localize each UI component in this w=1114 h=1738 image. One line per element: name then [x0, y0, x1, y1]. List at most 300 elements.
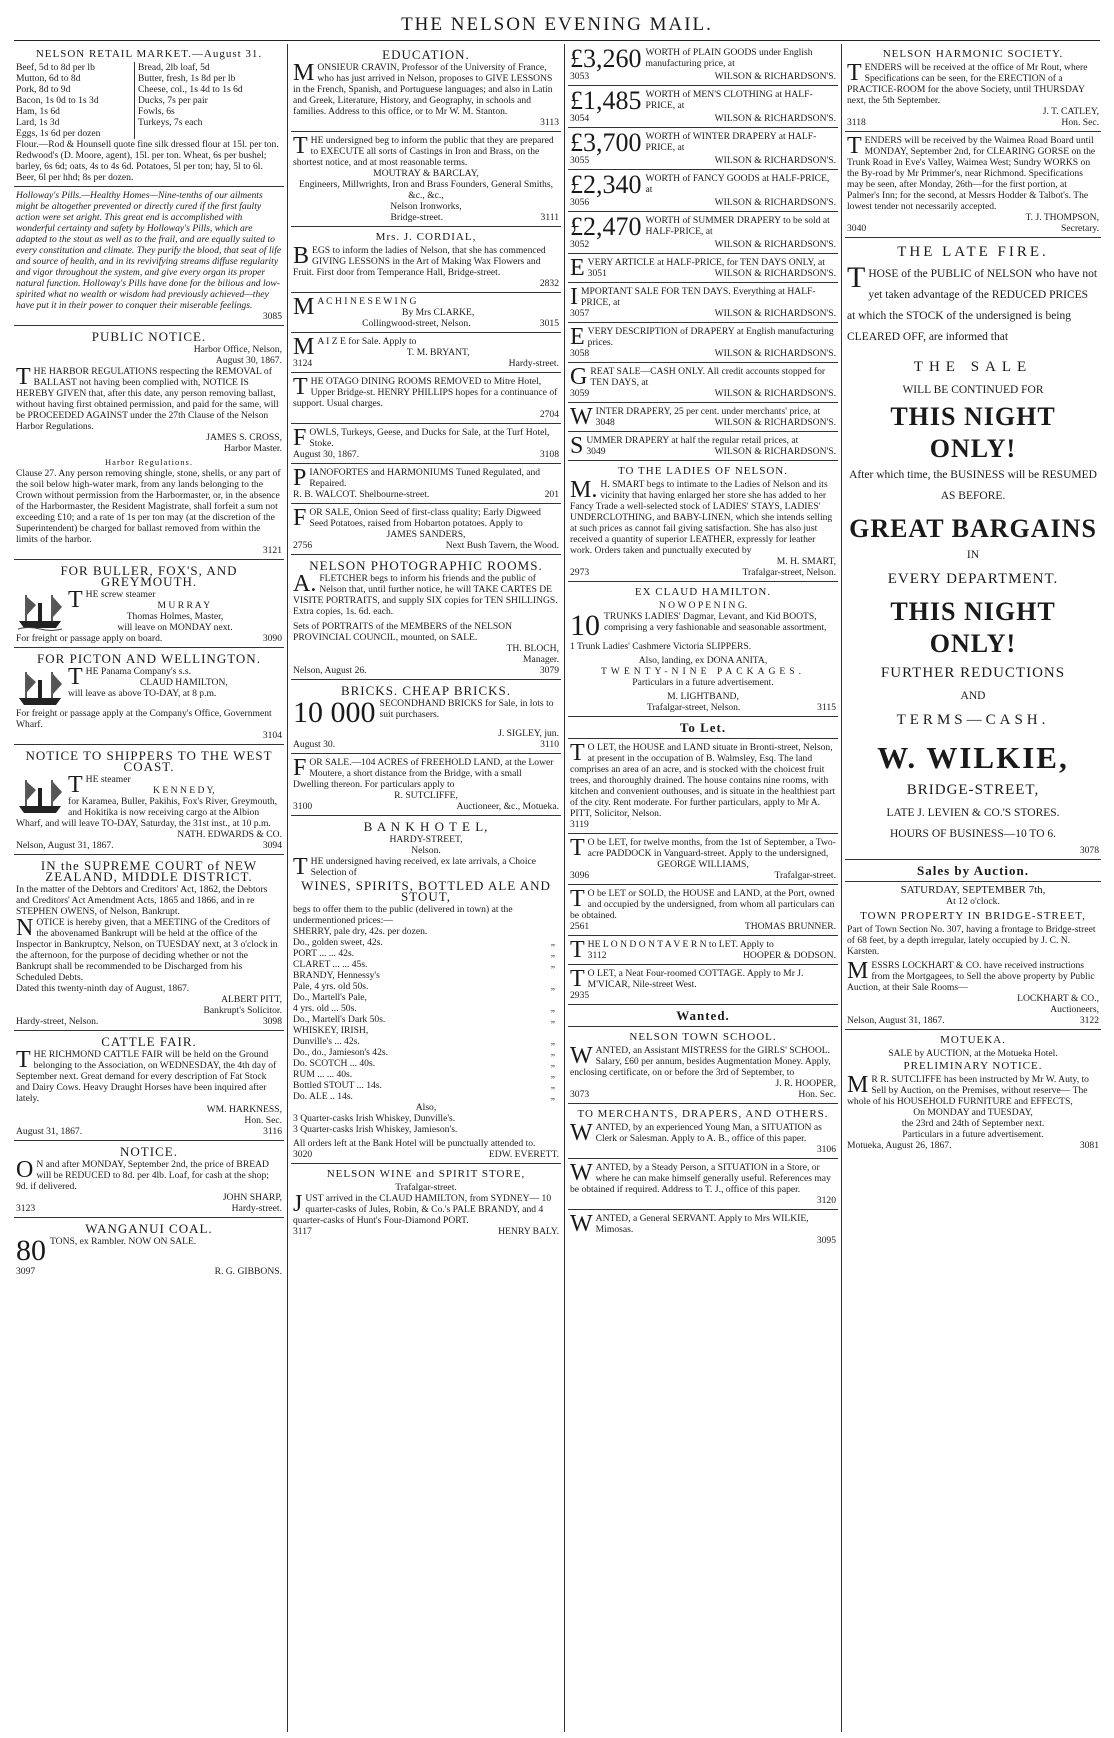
ad-text: IANOFORTES and HARMONIUMS Tuned Regulated, and Repaired. — [309, 467, 541, 489]
price-ditto: „ — [550, 1036, 556, 1047]
ad-signature: WILSON & RICHARDSON'S. — [714, 155, 836, 166]
drapery-ad — [568, 323, 838, 363]
ad-line: will leave as above TO-DAY, at 8 p.m. — [68, 688, 217, 699]
to-let-ad — [568, 834, 838, 885]
notice-place: Harbor Office, Nelson, — [193, 344, 282, 355]
ad-text: WORTH of MEN'S CLOTHING at HALF-PRICE, at — [645, 89, 813, 111]
ad-text: O LET, the HOUSE and LAND situate in Bronti-street, Nelson, at present in the occupation of B. Walmsley, Esq. The land comprises an area of an acre, and is stocked with the choicest fruit trees, and thoroughly drained. The house contains nine rooms, with kitchen and convenient outhouses, and is situate in the healthiest part of the city. Rent moderate. For further particulars, apply to Mr A. PITT, Solicitor, Nelson. — [570, 742, 836, 819]
ad-text: ESSRS LOCKHART & CO. have received instructions from the Mortgagees, to Sell the above property by Public Auction, at their Sale Rooms— — [847, 960, 1095, 993]
ship-name: K E N N E D Y, — [153, 785, 215, 796]
ad-text: Part of Town Section No. 307, having a frontage to Bridge-street of 68 feet, by a depth irregular, lately occupied by J. C. N. Karsten. — [847, 924, 1096, 957]
ad-signature: WILSON & RICHARDSON'S. — [714, 388, 836, 399]
ad-title: FOR PICTON AND WELLINGTON. — [37, 651, 261, 666]
ad-line: TWENTY-NINE PACKAGES. — [600, 666, 806, 677]
ad-line: TERMS—CASH. — [896, 712, 1050, 728]
price-ditto: „ — [550, 959, 556, 970]
town-property-auction — [845, 882, 1101, 1030]
ad-number: 3052 — [570, 239, 590, 250]
price-item: SHERRY, pale dry, 42s. per dozen. — [293, 926, 428, 937]
to-let-ad — [568, 739, 838, 834]
ad-title: MOTUEKA. — [940, 1034, 1006, 1046]
ad-number: 3096 — [570, 870, 590, 881]
ad-number: 3095 — [816, 1235, 836, 1246]
price-item: Do., do., Jamieson's 42s. — [293, 1047, 389, 1058]
price-item: Do. SCOTCH ... 40s. — [293, 1058, 376, 1069]
column-1 — [14, 44, 284, 1732]
drop-cap: W — [570, 404, 593, 430]
drapery-ad — [568, 170, 838, 212]
ad-place: Trafalgar-street, Nelson. — [742, 567, 836, 578]
notice-text: HE HARBOR REGULATIONS respecting the REMOVAL of BALLAST not having been complied with, NOTICE IS HEREBY GIVEN that, after this date, any person removing ballast, without having first obtained permission, and paid for the same, will be PROCEEDED AGAINST under the 27th Clause of the Nelson Harbor Regulations. — [16, 366, 279, 432]
ad-line: WILL BE CONTINUED FOR — [902, 384, 1044, 396]
drop-cap: S — [570, 433, 584, 459]
ad-text: ANTED, a General SERVANT. Apply to Mrs WILKIE, Mimosas. — [595, 1213, 809, 1235]
ad-text: VERY DESCRIPTION of DRAPERY at English manufacturing prices. — [587, 326, 834, 348]
amount: £2,470 — [570, 212, 642, 241]
price-ditto — [551, 926, 559, 937]
ad-line: Particulars in a future advertisement. — [902, 1129, 1044, 1140]
ad-line: A C H I N E S E W I N G — [317, 296, 417, 307]
drop-cap: T — [68, 587, 83, 613]
drop-cap: G — [570, 364, 588, 390]
ad-date: Nelson, August 31, 1867. — [847, 1015, 945, 1026]
ad-number: 3123 — [16, 1203, 36, 1214]
ad-number: 3100 — [293, 801, 313, 812]
drop-cap: W — [570, 1211, 593, 1237]
ad-line: TONS, ex Rambler. NOW ON SALE. — [50, 1236, 197, 1247]
ad-role: Secretary. — [1061, 223, 1099, 234]
drop-cap: A. — [293, 571, 317, 597]
ad-text: FLETCHER begs to inform his friends and the public of Nelson that, until further notice, he will TAKE CARTES DE VISITE PORTRAITS, and supply SIX copies for TEN SHILLINGS. Extra copies, 1s. 6d. each. — [293, 573, 558, 617]
ad-date: Motueka, August 26, 1867. — [847, 1140, 952, 1151]
ad-text: OR SALE.—104 ACRES of FREEHOLD LAND, at the Lower Moutere, a short distance from the Bridge, with a small Dwelling thereon. For particulars apply to — [293, 757, 554, 790]
ad-text: ENDERS will be received at the office of Mr Rout, where Specifications can be seen, for the ERECTION of a PRACTICE-ROOM for the above Society, until THURSDAY next, the 5th September. — [847, 62, 1088, 106]
ad-date: Nelson, August 26. — [293, 665, 367, 676]
ad-body — [570, 837, 836, 859]
ad-signature: J. R. HOOPER, — [775, 1078, 836, 1089]
ad-place: Hardy-street, Nelson. — [16, 1016, 99, 1027]
drop-cap: E — [570, 324, 585, 350]
price-item: CLARET ... ... 45s. — [293, 959, 368, 970]
ad-number: 3085 — [262, 311, 282, 322]
ad-line: At 12 o'clock. — [946, 896, 1000, 907]
ad-date: Dated this twenty-ninth day of August, 1867. — [16, 983, 190, 994]
ad-footer — [570, 308, 836, 319]
price-item: Pale, 4 yrs. old 50s. — [293, 981, 369, 992]
amount: £2,340 — [570, 170, 642, 199]
road-board-tenders — [845, 132, 1101, 238]
ad-number: 3119 — [570, 819, 589, 830]
steamship-icon — [16, 591, 64, 631]
amount: £3,260 — [570, 44, 642, 73]
price-item: Do. ALE .. 14s. — [293, 1091, 353, 1102]
ad-text: UMMER DRAPERY at half the regular retail prices, at — [586, 435, 799, 446]
drapery-ad — [568, 254, 838, 283]
drop-cap: T — [570, 740, 585, 766]
ad-signature: WILSON & RICHARDSON'S. — [714, 308, 836, 319]
to-let-ad — [568, 965, 838, 1005]
ad-title: THE LATE FIRE. — [897, 244, 1049, 260]
drapery-goods-list — [568, 44, 838, 254]
pianoforte-ad — [291, 464, 561, 504]
ad-number: 2832 — [539, 278, 559, 289]
ad-line: will leave on MONDAY next. — [117, 622, 233, 633]
ad-number: 3056 — [570, 197, 590, 208]
ad-line: On MONDAY and TUESDAY, — [913, 1107, 1033, 1118]
drapery-ad — [568, 283, 838, 323]
sewing-ad — [291, 293, 561, 333]
ad-signature: EDW. EVERETT. — [488, 1149, 559, 1160]
ad-text: OR SALE, Onion Seed of first-class quality; Early Digweed Seed Potatoes, raised from Hobarton potatoes. Apply to — [309, 507, 541, 529]
bank-hotel-ad — [291, 816, 561, 1164]
column-rule — [841, 44, 842, 1732]
market-cell: Cheese, col., 1s 4d to 1s 6d — [138, 84, 243, 95]
ad-number: 3054 — [570, 113, 590, 124]
drop-cap: W — [570, 1160, 593, 1186]
ad-text: SECONDHAND BRICKS for Sale, in lots to suit purchasers. — [379, 698, 554, 720]
drapery-ad — [568, 86, 838, 128]
drop-cap: W — [570, 1120, 593, 1146]
ad-date: August 31, 1867. — [16, 1126, 83, 1137]
drapery-ad — [568, 403, 838, 432]
ad-number: 3055 — [570, 155, 590, 166]
price-ditto: „ — [550, 948, 556, 959]
drapery-small-list — [568, 254, 838, 461]
ad-signature: LOCKHART & CO., — [1017, 993, 1099, 1004]
ad-footer — [570, 870, 836, 881]
ad-number: 2973 — [570, 567, 590, 578]
ad-number: 3098 — [262, 1016, 282, 1027]
price-ditto — [551, 970, 559, 981]
ad-place: Hardy-street. — [231, 1203, 282, 1214]
ad-number: 2756 — [293, 540, 313, 551]
ad-text: H. SMART begs to intimate to the Ladies of Nelson and its vicinity that having enlarged her store she has added to her Fancy Trade a well-selected stock of LADIES' STAYS, LADIES' UNDERCLOTHING, and BABY-LINEN, which she intends selling at such prices as cannot fail giving satisfaction. She has also just received a quantity of superior LEATHER, expressly for leather work. Orders taken and punctually executed by — [570, 479, 833, 556]
price-ditto: „ — [550, 937, 556, 948]
ad-footer — [588, 950, 836, 961]
ad-place: Bridge-street. — [390, 212, 443, 223]
ad-number: 3113 — [540, 117, 559, 128]
shippers-notice — [14, 745, 284, 855]
ad-role: Hon. Sec. — [1061, 117, 1099, 128]
ad-title: CATTLE FAIR. — [101, 1034, 197, 1049]
column-rule — [287, 44, 288, 1732]
ad-number: 3097 — [16, 1266, 36, 1277]
to-let-list — [568, 739, 838, 1005]
ad-line: BRIDGE-STREET, — [906, 782, 1040, 798]
holloway-text: Holloway's Pills.—Healthy Homes—Nine-tenths of our ailments might be altogether prevented or directly cured if the first faulty action were set aright. This great end is accomplished with wonderful certainty and safety by Holloway's Pills, which are adapted to the stout as well as to the frail, and are equally suited to every constitution and climate. They purify the blood, that seat of life and source of health, and in its revivifying streams diffuse regularity and vigor throughout the system, and give every organ its proper natural function. Holloway's Pills have done for the bilious and low-spirited what no wealth or wisdom had previously achieved—they have put it in their power to conquer their miserable feelings. — [16, 190, 282, 311]
price-item: Do., golden sweet, 42s. — [293, 937, 383, 948]
market-title: NELSON RETAIL MARKET.—August 31. — [35, 48, 263, 60]
drop-cap: M — [293, 60, 315, 86]
ad-line: SATURDAY, SEPTEMBER 7th, — [900, 884, 1046, 896]
ad-text: TRUNKS LADIES' Dagmar, Levant, and Kid BOOTS, comprising a very fashionable and seasonable assortment, — [604, 611, 827, 633]
drop-cap: T — [847, 261, 866, 294]
ad-line: IN — [966, 549, 980, 561]
notice-subheading: Harbor Regulations. — [105, 457, 193, 467]
ad-number: 3121 — [262, 545, 282, 556]
price-item: BRANDY, Hennessy's — [293, 970, 380, 981]
town-school-ad — [568, 1027, 838, 1104]
ad-line: HE steamer — [85, 774, 131, 785]
ad-text: ENDERS will be received by the Waimea Road Board until MONDAY, September 2nd, for CLEARING GORSE on the Trunk Road in Eve's Valley, Waimea West; Sundry WORKS on the By-road by Mr Primmer's, near Richmond. Specifications may be seen, after Monday, 26th—for the first portion, at Palmer's Inn; for the second, at Messrs Hodder & Talbot's. The lowest tender not necessarily accepted. — [847, 135, 1096, 212]
ad-intro: In the matter of the Debtors and Creditors' Act, 1862, the Debtors and Creditors' Act Amendment Acts, 1865 and 1866, and in re STEPHEN OWENS, of Nelson, Bankrupt. — [16, 884, 268, 917]
ad-number: 3057 — [570, 308, 590, 319]
to-let-ad — [568, 936, 838, 965]
holloway-ad — [14, 187, 284, 326]
ad-text: WORTH of FANCY GOODS at HALF-PRICE, at — [645, 173, 830, 195]
ad-text: ANTED, by a Steady Person, a SITUATION in a Store, or where he can make himself generally useful. References may be obtained if required. Address to T. J., office of this paper. — [570, 1162, 831, 1195]
notice-date: August 30, 1867. — [215, 355, 282, 366]
headline: GREAT BARGAINS — [849, 514, 1097, 543]
ad-line: A I Z E for Sale. Apply to — [317, 336, 417, 347]
ad-line: LATE J. LEVIEN & CO.'S STORES. — [886, 807, 1060, 819]
ad-text: WORTH of PLAIN GOODS under English manufacturing price, at — [645, 47, 813, 69]
drop-cap: O — [16, 1157, 34, 1183]
drapery-ad — [568, 44, 838, 86]
bread-notice — [14, 1141, 284, 1218]
ad-title: NELSON HARMONIC SOCIETY. — [882, 48, 1064, 60]
ad-signature: WM. HARKNESS, — [206, 1104, 282, 1115]
ladies-ad — [568, 461, 838, 582]
market-cell: Lard, 1s 3d — [16, 117, 135, 128]
merchant-name: W. WILKIE, — [877, 740, 1069, 775]
ad-body — [570, 86, 836, 115]
ad-role: Manager. — [523, 654, 559, 665]
ad-text: UST arrived in the CLAUD HAMILTON, from SYDNEY— 10 quarter-casks of Jules, Robin, & Co.'s PALE BRANDY, and 4 quarter-casks of Hunt's Four-Diamond PORT. — [293, 1193, 552, 1226]
ad-number: 2561 — [570, 921, 590, 932]
column-2 — [291, 44, 561, 1732]
ad-line: EVERY DEPARTMENT. — [887, 571, 1059, 587]
ad-place: Trafalgar-street, Nelson. — [646, 702, 741, 713]
ad-body — [570, 888, 836, 921]
to-let-ad — [568, 885, 838, 936]
ad-body — [570, 286, 836, 308]
ad-number: 3108 — [539, 449, 559, 460]
ad-body — [570, 366, 836, 388]
ad-signature: WILSON & RICHARDSON'S. — [714, 113, 836, 124]
ad-number: 3112 — [587, 950, 607, 961]
ad-line: FURTHER REDUCTIONS — [880, 665, 1066, 681]
drop-cap: W — [570, 1043, 593, 1069]
ad-title: NELSON WINE and SPIRIT STORE, — [326, 1168, 526, 1180]
ad-number: 3124 — [293, 358, 313, 369]
public-notice-title: PUBLIC NOTICE. — [91, 329, 207, 344]
ad-line: Particulars in a future advertisement. — [632, 677, 774, 688]
ad-signature: WILSON & RICHARDSON'S. — [714, 446, 836, 457]
ad-headline: WINES, SPIRITS, BOTTLED ALE AND STOUT, — [301, 878, 551, 904]
ad-footer — [570, 348, 836, 359]
ad-title: BRICKS. CHEAP BRICKS. — [340, 683, 512, 698]
ad-line: HE Panama Company's s.s. — [85, 666, 192, 677]
ad-signature: MOUTRAY & BARCLAY, — [373, 168, 479, 179]
notice-role: Harbor Master. — [223, 443, 282, 454]
ad-number: 201 — [544, 489, 559, 500]
ad-body — [570, 742, 836, 819]
price-item: Dunville's ... 42s. — [293, 1036, 360, 1047]
bricks-ad — [291, 680, 561, 754]
ad-number: 2935 — [570, 990, 590, 1001]
drop-cap: P — [293, 465, 307, 491]
ad-body — [570, 212, 836, 241]
ad-number: 3053 — [570, 71, 590, 82]
big-number: 10 — [570, 609, 600, 642]
drop-cap: B — [293, 243, 310, 269]
price-item: Do., Martell's Pale, — [293, 992, 367, 1003]
drop-cap: E — [570, 255, 585, 281]
ad-line: By Mrs CLARKE, — [402, 307, 475, 318]
drapery-ad — [568, 363, 838, 403]
price-ditto: „ — [550, 1003, 556, 1014]
ad-signature: J. T. CATLEY, — [1042, 106, 1099, 117]
ad-text: WORTH of SUMMER DRAPERY to be sold at HALF-PRICE, at — [645, 215, 830, 237]
price-list — [293, 926, 559, 1102]
drop-cap: T — [570, 966, 585, 992]
ad-number: 3081 — [1079, 1140, 1099, 1151]
cattle-fair-ad — [14, 1031, 284, 1141]
market-prices-table — [16, 62, 282, 139]
ad-signature: NATH. EDWARDS & CO. — [177, 829, 282, 840]
supreme-court-notice — [14, 855, 284, 1031]
ad-signature: TH. BLOCH, — [506, 643, 559, 654]
ad-number: 3073 — [570, 1089, 590, 1100]
ad-text: WORTH of WINTER DRAPERY at HALF-PRICE, at — [645, 131, 817, 153]
ad-line: For freight or passage apply at the Company's Office, Government Wharf. — [16, 708, 272, 730]
ad-text: HOSE of the PUBLIC of NELSON who have not yet taken advantage of the REDUCED PRICES at which the STOCK of the undersigned is being CLEARED OFF, are informed that — [847, 268, 1098, 343]
big-number: 10 000 — [293, 696, 376, 729]
ad-signature: J. SIGLEY, jun. — [498, 728, 559, 739]
ad-text: HE undersigned beg to inform the public that they are prepared to EXECUTE all sorts of Castings in Iron and Brass, on the shortest notice, and at most reasonable terms. — [293, 135, 554, 168]
ad-text: O be LET or SOLD, the HOUSE and LAND, at the Port, owned and occupied by the undersigned, from whom all particulars can be obtained. — [570, 888, 835, 921]
ad-body — [570, 128, 836, 157]
ad-place: Collingwood-street, Nelson. — [362, 318, 471, 329]
ad-text: HE L O N D O N T A V E R N to LET. Apply to — [587, 939, 774, 950]
public-notice — [14, 326, 284, 560]
ad-number: 3116 — [263, 1126, 282, 1137]
ad-signature: WILSON & RICHARDSON'S. — [714, 417, 836, 428]
ad-title: WANGANUI COAL. — [85, 1221, 213, 1236]
drop-cap: T — [68, 664, 83, 690]
ad-text: Sets of PORTRAITS of the MEMBERS of the NELSON PROVINCIAL COUNCIL, mounted, on SALE. — [293, 621, 513, 643]
price-ditto — [551, 1025, 559, 1036]
ad-text: OWLS, Turkeys, Geese, and Ducks for Sale, at the Turf Hotel, Stoke. — [309, 427, 550, 449]
drop-cap: N — [16, 915, 34, 941]
ad-subtitle: N O W O P E N I N G. — [658, 600, 748, 611]
market-cell: Beef, 5d to 8d per lb — [16, 62, 135, 73]
late-fire-ad — [845, 238, 1101, 860]
market-cell: Bacon, 1s 0d to 1s 3d — [16, 95, 135, 106]
ad-number: 3104 — [262, 730, 282, 741]
ad-number: 3015 — [539, 318, 559, 329]
drop-cap: T — [293, 374, 308, 400]
ad-role: Hon. Sec. — [798, 1089, 836, 1100]
market-cell: Pork, 8d to 9d — [16, 84, 135, 95]
ad-date: Nelson, August 31, 1867. — [16, 840, 114, 851]
ad-text: N and after MONDAY, September 2nd, the price of BREAD will be REDUCED to 8d. per 4lb. Loaf, for cash at the shop; 9d. if delivered. — [16, 1159, 269, 1192]
ship-name: M U R R A Y — [157, 600, 211, 611]
ad-text: begs to offer them to the public (delivered in town) at the undermentioned prices:— — [293, 904, 513, 926]
ad-text: VERY ARTICLE at HALF-PRICE, for TEN DAYS ONLY, at — [587, 257, 825, 268]
ad-title: B A N K H O T E L, — [363, 819, 489, 834]
ad-body — [570, 326, 836, 348]
drop-cap: T — [16, 1047, 31, 1073]
ad-number: 3090 — [262, 633, 282, 644]
ad-number: 3059 — [570, 388, 590, 399]
ad-number: 3120 — [816, 1195, 836, 1206]
ad-line: 3 Quarter-casks Irish Whiskey, Dunville's. — [293, 1113, 456, 1124]
ad-signature: WILSON & RICHARDSON'S. — [714, 71, 836, 82]
ad-place: Nelson Ironworks, — [390, 201, 462, 212]
ad-role: Engineers, Millwrights, Iron and Brass Founders, General Smiths, &c., &c., — [299, 179, 553, 201]
price-ditto: „ — [550, 1069, 556, 1080]
notice-signature: JAMES S. CROSS, — [206, 432, 282, 443]
ad-signature: R. B. WALCOT. Shelbourne-street. — [293, 489, 430, 500]
market-cell: Butter, fresh, 1s 8d per lb — [138, 73, 236, 84]
drop-cap: T — [847, 133, 862, 159]
ad-line: 1 Trunk Ladies' Cashmere Victoria SLIPPERS. — [570, 641, 752, 652]
ad-title: NOTICE TO SHIPPERS TO THE WEST COAST. — [25, 748, 273, 774]
ad-text: EGS to inform the ladies of Nelson, that she has commenced GIVING LESSONS in the Art of Making Wax Flowers and Fruit. First door from Temperance Hall, Bridge-street. — [293, 245, 546, 278]
ad-title: NELSON PHOTOGRAPHIC ROOMS. — [309, 558, 543, 573]
buller-steamer-ad — [14, 560, 284, 648]
price-ditto: „ — [550, 1014, 556, 1025]
wax-flowers-ad — [291, 227, 561, 293]
ad-body — [570, 968, 836, 990]
price-item: PORT ... ... 42s. — [293, 948, 355, 959]
market-cell: Bread, 2lb loaf, 5d — [138, 62, 210, 73]
headline: THIS NIGHT ONLY! — [890, 402, 1056, 463]
ad-number: 3078 — [1079, 845, 1099, 856]
drop-cap: T — [570, 937, 585, 963]
price-item: Do., Martell's Dark 50s. — [293, 1014, 386, 1025]
drop-cap: F — [293, 505, 307, 531]
ad-title: IN the SUPREME COURT of NEW ZEALAND, MIDDLE DISTRICT. — [40, 858, 258, 884]
ad-line: For freight or passage apply on board. — [16, 633, 163, 644]
ad-signature: T. J. THOMPSON, — [1025, 212, 1099, 223]
price-ditto: „ — [550, 1058, 556, 1069]
harmonic-society-ad — [845, 44, 1101, 132]
ad-place: Hardy-street. — [508, 358, 559, 369]
drop-cap: T — [293, 133, 308, 159]
ironworks-ad — [291, 132, 561, 227]
ad-footer — [570, 921, 836, 932]
ad-text: R R. SUTCLIFFE has been instructed by Mr W. Auty, to Sell by Auction, on the Premises, without reserve— The whole of his HOUSEHOLD FURNITURE and EFFECTS, — [847, 1074, 1089, 1107]
market-cell: Mutton, 6d to 8d — [16, 73, 135, 84]
ad-number: 3051 — [587, 268, 607, 279]
drop-cap: F — [293, 755, 307, 781]
drop-cap: M — [847, 958, 869, 984]
ad-title: EX CLAUD HAMILTON. — [634, 586, 772, 598]
section-title: Sales by Auction. — [917, 863, 1029, 878]
ad-number: 2704 — [539, 409, 559, 420]
ad-number: 3079 — [539, 665, 559, 676]
ad-body — [570, 44, 836, 73]
photographic-ad — [291, 555, 561, 680]
ad-line: Also, landing, ex DONA ANITA, — [638, 655, 768, 666]
ad-line: THE SALE — [913, 359, 1033, 375]
ad-line: Also, — [415, 1102, 437, 1113]
market-cell: Turkeys, 7s each — [138, 117, 203, 128]
price-item: 4 yrs. old ... 50s. — [293, 1003, 357, 1014]
market-report — [14, 44, 284, 187]
ad-number: 3118 — [847, 117, 866, 128]
section-title: To Let. — [679, 720, 727, 735]
ad-subtitle: Trafalgar-street. — [395, 1182, 457, 1193]
ad-signature: HENRY BALY. — [498, 1226, 559, 1237]
servant-ad — [568, 1210, 838, 1249]
ad-date: August 30, 1867. — [293, 449, 360, 460]
ad-signature: M. H. SMART, — [776, 556, 836, 567]
price-item: RUM ... ... 40s. — [293, 1069, 353, 1080]
